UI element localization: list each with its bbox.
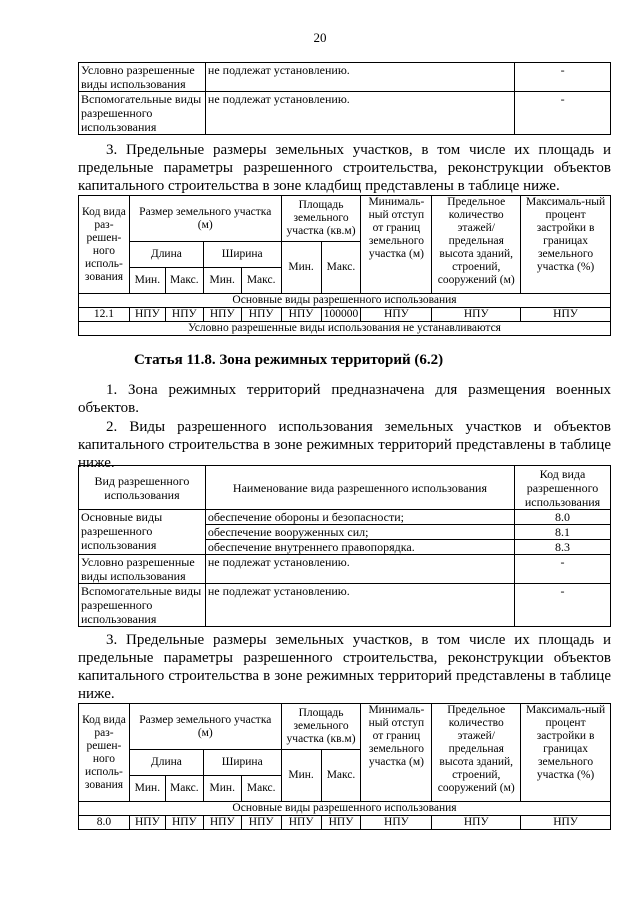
cell-length-max: НПУ [165,816,203,830]
params-table-cemetery [78,195,611,336]
use-name-cell: не подлежат установлению. [205,555,514,584]
header-length: Длина [129,242,203,268]
use-code-cell: 8.3 [515,540,611,555]
uses-table-regime [78,465,611,627]
top-uses-table [78,62,611,135]
header-length-min: Мин. [129,776,165,802]
header-setback: Минималь-ный отступ от границ земельного участка (м) [361,196,432,294]
conditional-uses-label: Условно разрешенные виды использования не устанавливаются [79,322,611,336]
cell-length-max: НПУ [165,308,203,322]
cell-area-max: НПУ [321,816,361,830]
header-area-min: Мин. [281,242,321,294]
cell-area-min: НПУ [281,816,321,830]
header-setback: Минималь-ный отступ от границ земельного участка (м) [361,704,432,802]
table-row [79,555,611,584]
use-type-cell: Вспомогательные виды разрешенного использования [79,92,206,135]
use-type-cell: Условно разрешенные виды использования [79,555,206,584]
cell-coverage: НПУ [521,308,611,322]
use-name-cell: обеспечение вооруженных сил; [205,525,514,540]
header-width-max: Макс. [241,776,281,802]
header-width-max: Макс. [241,268,281,294]
cell-area-max: 100000 [321,308,361,322]
use-type-cell: Условно разрешенные виды использования [79,63,206,92]
paragraph-purpose: 1. Зона режимных территорий предназначена для размещения военных объектов. [78,382,611,416]
paragraph-limits-cemetery: 3. Предельные размеры земельных участков, в том числе их площадь и предельные параметры разрешенного строительства, реконструкции объектов капитального строительства в зоне кладбищ представлены в таблице ниже. [78,142,611,194]
cell-floors: НПУ [432,816,521,830]
use-desc-cell: не подлежат установлению. [205,92,514,135]
header-length-min: Мин. [129,268,165,294]
cell-setback: НПУ [361,308,432,322]
use-code-cell: - [515,63,611,92]
cell-code: 12.1 [79,308,130,322]
use-type-cell: Вспомогательные виды разрешенного использования [79,584,206,627]
article-heading: Статья 11.8. Зона режимных территорий (6.2) [134,352,444,368]
header-coverage: Максималь-ный процент застройки в границах земельного участка (%) [521,704,611,802]
main-uses-label: Основные виды разрешенного использования [79,802,611,816]
header-area: Площадь земельного участка (кв.м) [281,704,361,750]
header-coverage: Максималь-ный процент застройки в границах земельного участка (%) [521,196,611,294]
cell-length-min: НПУ [129,308,165,322]
header-code: Код вида раз-решен-ного исполь-зования [79,196,130,294]
table-row [79,816,611,830]
cell-setback: НПУ [361,816,432,830]
table-row [79,308,611,322]
header-size: Размер земельного участка (м) [129,704,281,750]
table-row [79,510,611,525]
cell-floors: НПУ [432,308,521,322]
header-area-max: Макс. [321,750,361,802]
use-type-cell: Основные виды разрешенного использования [79,510,206,555]
table-row [79,63,611,92]
header-width-min: Мин. [203,776,241,802]
table-row [79,92,611,135]
cell-width-max: НПУ [241,816,281,830]
use-code-cell: 8.0 [515,510,611,525]
header-use-name: Наименование вида разрешенного использования [205,466,514,510]
use-name-cell: обеспечение внутреннего правопорядка. [205,540,514,555]
cell-code: 8.0 [79,816,130,830]
header-length-max: Макс. [165,268,203,294]
paragraph-limits-regime: 3. Предельные размеры земельных участков, в том числе их площадь и предельные параметры разрешенного строительства, реконструкции объектов капитального строительства в зоне режимных территорий представлены в таблице ниже. [78,632,611,702]
header-size: Размер земельного участка (м) [129,196,281,242]
header-floors: Предельное количество этажей/ предельная высота зданий, строений, сооружений (м) [432,196,521,294]
header-area-max: Макс. [321,242,361,294]
cell-width-min: НПУ [203,816,241,830]
params-table-regime [78,703,611,830]
header-length-max: Макс. [165,776,203,802]
cell-length-min: НПУ [129,816,165,830]
header-area: Площадь земельного участка (кв.м) [281,196,361,242]
header-area-min: Мин. [281,750,321,802]
use-code-cell: - [515,584,611,627]
use-name-cell: не подлежат установлению. [205,584,514,627]
header-length: Длина [129,750,203,776]
header-floors: Предельное количество этажей/ предельная высота зданий, строений, сооружений (м) [432,704,521,802]
header-code: Код вида раз-решен-ного исполь-зования [79,704,130,802]
page-number: 20 [313,30,327,45]
cell-width-min: НПУ [203,308,241,322]
header-use-type: Вид разрешенного использования [79,466,206,510]
cell-area-min: НПУ [281,308,321,322]
use-code-cell: - [515,555,611,584]
header-width: Ширина [203,750,281,776]
paragraph-uses-intro: 2. Виды разрешенного использования земельных участков и объектов капитального строительства в зоне режимных территорий представлены в таблице ниже. [78,419,611,471]
use-desc-cell: не подлежат установлению. [205,63,514,92]
use-code-cell: 8.1 [515,525,611,540]
header-width: Ширина [203,242,281,268]
cell-coverage: НПУ [521,816,611,830]
use-name-cell: обеспечение обороны и безопасности; [205,510,514,525]
main-uses-label: Основные виды разрешенного использования [79,294,611,308]
table-row [79,584,611,627]
header-use-code: Код вида разрешенного использования [515,466,611,510]
use-code-cell: - [515,92,611,135]
header-width-min: Мин. [203,268,241,294]
cell-width-max: НПУ [241,308,281,322]
